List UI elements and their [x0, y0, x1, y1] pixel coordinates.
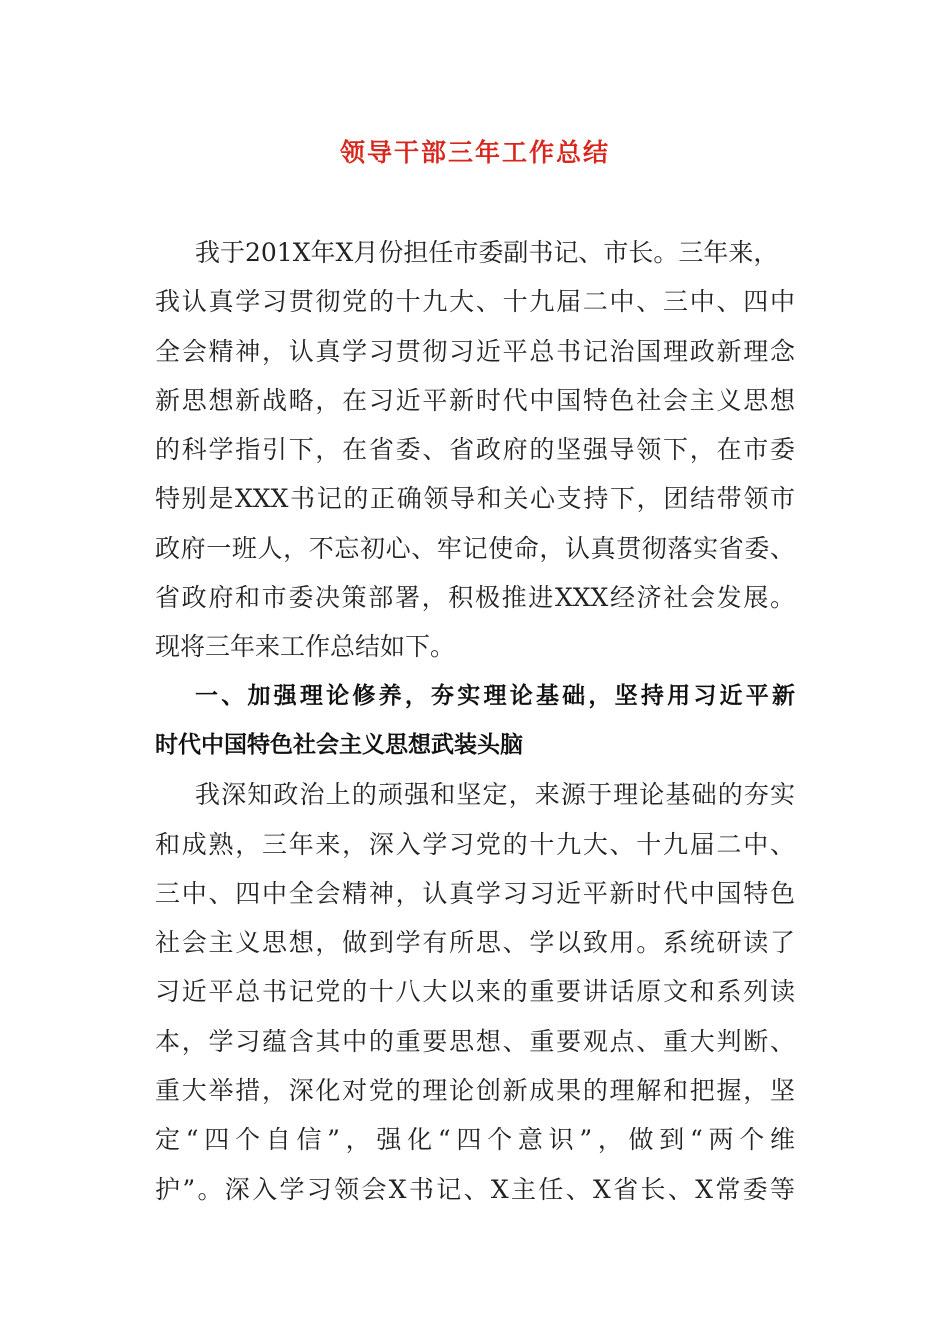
paragraph-line: 定“四个自信”，强化“四个意识”，做到“两个维 [155, 1125, 795, 1155]
paragraph-line: 全会精神，认真学习贯彻习近平总书记治国理政新理念 [155, 336, 795, 366]
paragraph-line: 我深知政治上的顽强和坚定，来源于理论基础的夯实 [195, 780, 795, 810]
document-title: 领导干部三年工作总结 [339, 138, 610, 167]
paragraph-line: 现将三年来工作总结如下。 [155, 632, 456, 662]
paragraph-line: 和成熟，三年来，深入学习党的十九大、十九届二中、 [155, 829, 795, 859]
section-heading-line: 时代中国特色社会主义思想武装头脑 [155, 731, 523, 758]
paragraph-line: 特别是XXX书记的正确领导和关心支持下，团结带领市 [155, 484, 795, 514]
paragraph-line: 本，学习蕴含其中的重要思想、重要观点、重大判断、 [155, 1026, 795, 1056]
paragraph-line: 社会主义思想，做到学有所思、学以致用。系统研读了 [155, 928, 795, 958]
paragraph-line: 政府一班人，不忘初心、牢记使命，认真贯彻落实省委、 [155, 533, 795, 563]
paragraph-line: 我于201X年X月份担任市委副书记、市长。三年来， [195, 238, 779, 267]
paragraph-line: 护”。深入学习领会X书记、X主任、X省长、X常委等 [155, 1174, 795, 1204]
paragraph-line: 我认真学习贯彻党的十九大、十九届二中、三中、四中 [155, 287, 795, 317]
paragraph-line: 新思想新战略，在习近平新时代中国特色社会主义思想 [155, 385, 795, 415]
paragraph-line: 的科学指引下，在省委、省政府的坚强导领下，在市委 [155, 435, 795, 465]
paragraph-line: 重大举措，深化对党的理论创新成果的理解和把握，坚 [155, 1076, 795, 1106]
document-body [155, 228, 795, 1214]
paragraph-line: 三中、四中全会精神，认真学习习近平新时代中国特色 [155, 878, 795, 908]
paragraph-line: 习近平总书记党的十八大以来的重要讲话原文和系列读 [155, 977, 795, 1007]
paragraph-line: 省政府和市委决策部署，积极推进XXX经济社会发展。 [155, 583, 795, 613]
section-heading-line: 一、加强理论修养，夯实理论基础，坚持用习近平新 [195, 682, 795, 709]
